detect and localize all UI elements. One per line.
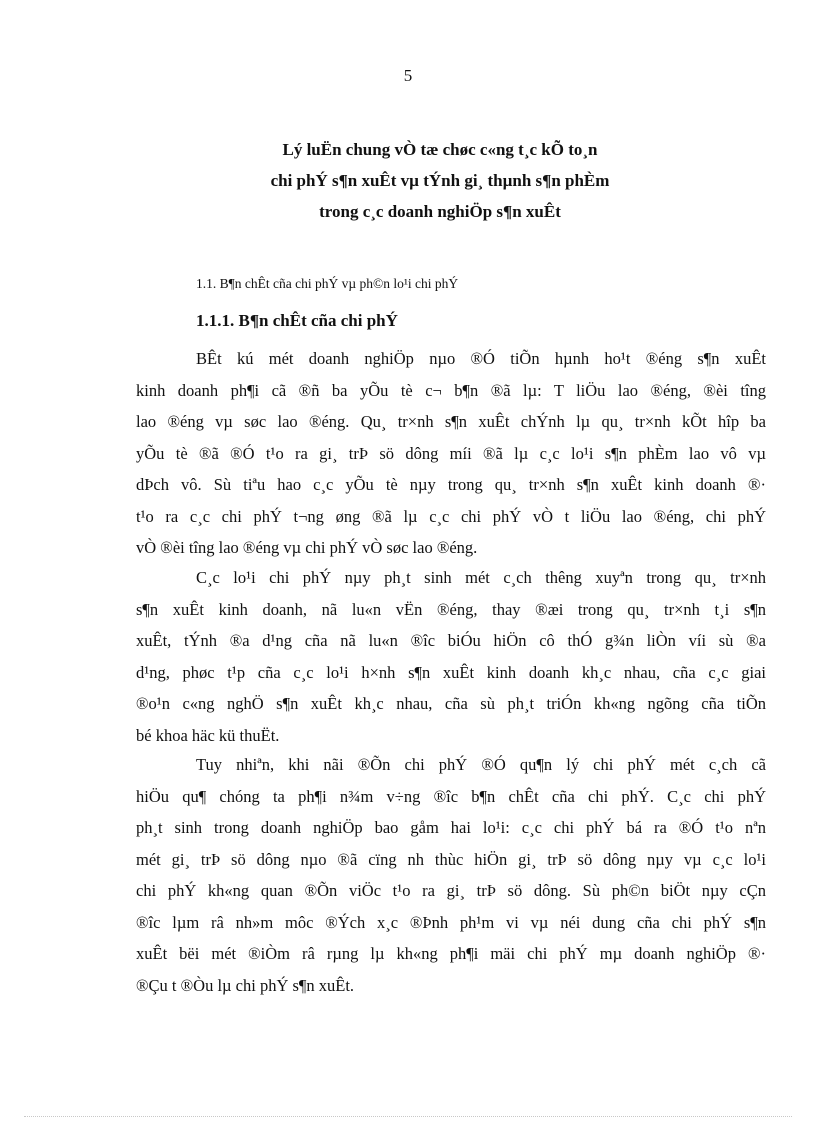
paragraph-line: dÞch vô. Sù tiªu hao c¸c yÕu tè nµy trong qu¸ tr×nh s¶n xuÊt kinh doanh ®· <box>136 475 766 494</box>
paragraph-line: xuÊt bëi mét ®iÒm râ rµng lµ kh«ng ph¶i mäi chi phÝ mµ doanh nghiÖp ®· <box>136 944 766 963</box>
paragraph-line: chi phÝ kh«ng quan ®Õn viÖc t¹o ra gi¸ trÞ sö dông. Sù ph©n biÖt nµy cÇn <box>136 881 766 900</box>
paragraph-line: t¹o ra c¸c chi phÝ t¬ng øng ®ã lµ c¸c chi phÝ vÒ t liÖu lao ®éng, chi phÝ <box>136 506 766 526</box>
section-heading: 1.1. B¶n chÊt cña chi phÝ vµ ph©n lo¹i chi phÝ <box>196 276 459 291</box>
paragraph-1 <box>136 343 766 564</box>
subsection-heading: 1.1.1. B¶n chÊt cña chi phÝ <box>196 311 398 330</box>
paragraph-line: ®îc lµm râ nh»m môc ®Ých x¸c ®Þnh ph¹m vi vµ néi dung cña chi phÝ s¶n <box>136 912 766 932</box>
title-line: chi phÝ s¶n xuÊt vµ tÝnh gi¸ thµnh s¶n phÈm <box>270 171 610 190</box>
paragraph-line: ®o¹n c«ng nghÖ s¶n xuÊt kh¸c nhau, cña sù ph¸t triÓn kh«ng ngõng cña tiÕn <box>136 694 766 713</box>
page-number: 5 <box>403 66 413 85</box>
paragraph-line: ®Çu t ®Òu lµ chi phÝ s¶n xuÊt. <box>136 975 355 995</box>
paragraph-line: s¶n xuÊt kinh doanh, nã lu«n vËn ®éng, thay ®æi trong qu¸ tr×nh t¸i s¶n <box>136 599 766 619</box>
paragraph-3 <box>136 749 766 1001</box>
paragraph-line: hiÖu qu¶ chóng ta ph¶i n¾m v÷ng ®îc b¶n chÊt cña chi phÝ. C¸c chi phÝ <box>136 786 766 806</box>
title-line: trong c¸c doanh nghiÖp s¶n xuÊt <box>319 202 561 221</box>
paragraph-line: mét gi¸ trÞ sö dông nµo ®ã cïng nh thùc hiÖn gi¸ trÞ sö dông nµy vµ c¸c lo¹i <box>136 849 766 869</box>
paragraph-line: ph¸t sinh trong doanh nghiÖp bao gåm hai lo¹i: c¸c chi phÝ bá ra ®Ó t¹o nªn <box>136 818 766 837</box>
paragraph-line: d¹ng, phøc t¹p cña c¸c lo¹i h×nh s¶n xuÊt kinh doanh kh¸c nhau, cña c¸c giai <box>136 662 766 682</box>
paragraph-line: xuÊt, tÝnh ®a d¹ng cña nã lu«n ®îc biÓu hiÖn cô thÓ g¾n liÒn víi sù ®a <box>136 631 766 650</box>
paragraph-2 <box>136 562 766 751</box>
footer-divider <box>24 1116 792 1117</box>
paragraph-line: BÊt kú mét doanh nghiÖp nµo ®Ó tiÕn hµnh ho¹t ®éng s¶n xuÊt <box>196 349 766 368</box>
paragraph-line: yÕu tè ®ã ®Ó t¹o ra gi¸ trÞ sö dông míi ®ã lµ c¸c lo¹i s¶n phÈm lao vô vµ <box>136 443 766 463</box>
paragraph-line: C¸c lo¹i chi phÝ nµy ph¸t sinh mét c¸ch thêng xuyªn trong qu¸ tr×nh <box>196 568 766 587</box>
paragraph-line: bé khoa häc kü thuËt. <box>136 725 280 745</box>
paragraph-line: Tuy nhiªn, khi nãi ®Õn chi phÝ ®Ó qu¶n lý chi phÝ mét c¸ch cã <box>196 755 766 774</box>
paragraph-line: kinh doanh ph¶i cã ®ñ ba yÕu tè c¬ b¶n ®ã lµ: T liÖu lao ®éng, ®èi tîng <box>136 380 766 400</box>
chapter-title <box>120 134 760 227</box>
title-line: Lý luËn chung vÒ tæ chøc c«ng t¸c kÕ to¸n <box>282 140 598 159</box>
paragraph-line: lao ®éng vµ søc lao ®éng. Qu¸ tr×nh s¶n xuÊt chÝnh lµ qu¸ tr×nh kÕt hîp ba <box>136 412 766 431</box>
paragraph-line: vÒ ®èi tîng lao ®éng vµ chi phÝ vÒ søc lao ®éng. <box>136 538 478 557</box>
